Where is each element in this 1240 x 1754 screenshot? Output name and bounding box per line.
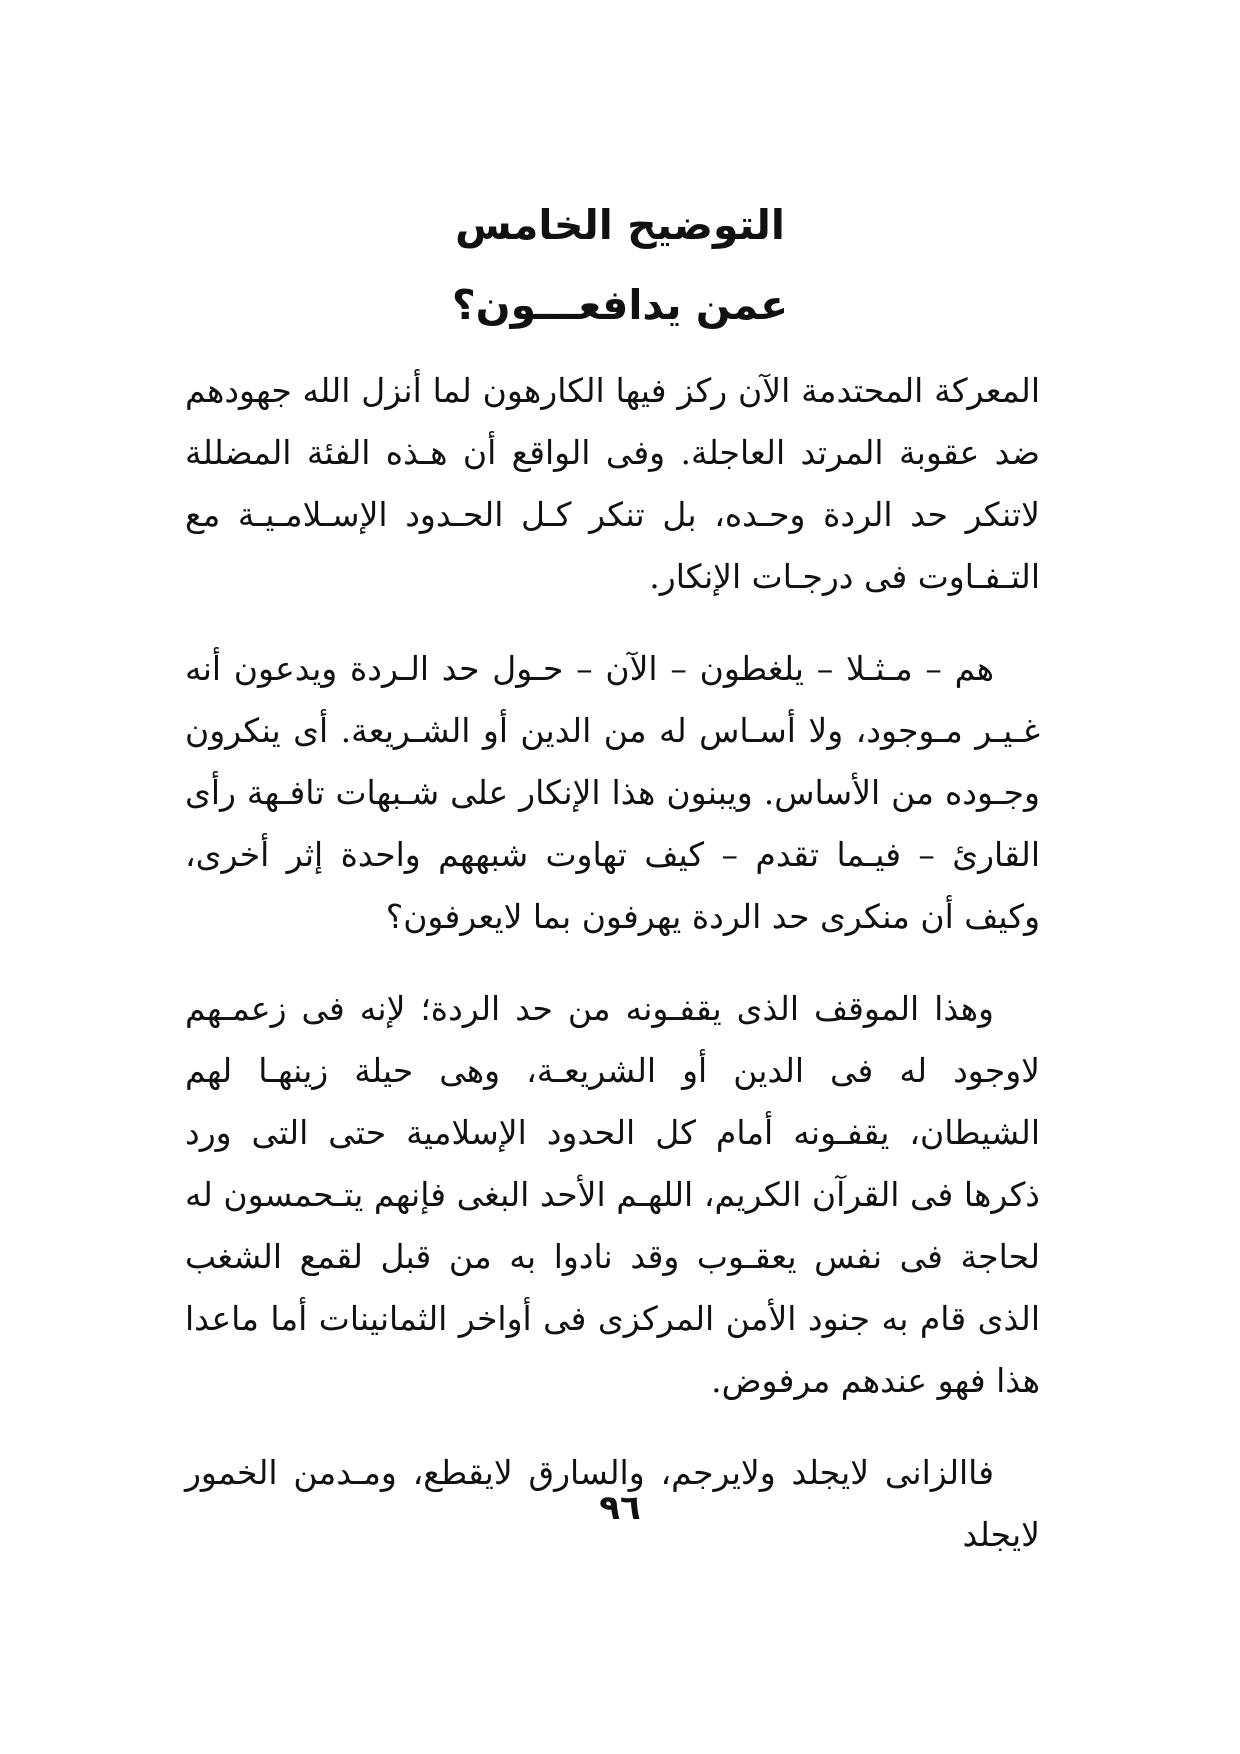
paragraph-1: المعركة المحتدمة الآن ركز فيها الكارهون لما أنزل الله جهودهم ضد عقوبة المرتد العاجلة. وفى الواقع أن هـذه الفئة المضللة لاتنكر حد الردة وحـده، بل تنكر كـل الحـدود الإسـلامـيـة مع التـفـاوت فى درجـات الإنكار.	[185, 371, 1040, 596]
paragraph-4: فاالزانى لايجلد ولايرجم، والسارق لايقطع، ومـدمن الخمور لايجلد	[185, 1453, 1040, 1554]
paragraph-2: هم – مـثـلا – يلغطون – الآن – حـول حد الـردة ويدعون أنه غـيـر مـوجود، ولا أسـاس له من الدين أو الشـريعة. أى ينكرون وجـوده من الأساس. ويبنون هذا الإنكار على شـبهات تافـهة رأى القارئ – فيـما تقدم – كيف تهاوت شبههم واحدة إثر أخرى، وكيف أن منكرى حد الردة يهرفون بما لايعرفون؟	[185, 649, 1040, 936]
body-text	[185, 360, 1040, 1596]
chapter-title: التوضيح الخامس	[455, 201, 785, 249]
chapter-subtitle: عمن يدافعـــون؟	[451, 281, 789, 329]
chapter-heading	[0, 185, 1240, 345]
paragraph-3: وهذا الموقف الذى يقفـونه من حد الردة؛ لإنه فى زعمـهم لاوجود له فى الدين أو الشريعـة، وهى حيلة زينهـا لهم الشيطان، يقفـونه أمام كل الحدود الإسلامية حتى التى ورد ذكرها فى القرآن الكريم، اللهـم الأحد البغى فإنهم يتـحمسون له لحاجة فى نفس يعقـوب وقد نادوا به من قبل لقمع الشغب الذى قام به جنود الأمن المركزى فى أواخر الثمانينات أما ماعدا هذا فهو عندهم مرفوض.	[185, 989, 1040, 1400]
page-number: ٩٦	[599, 1488, 641, 1528]
